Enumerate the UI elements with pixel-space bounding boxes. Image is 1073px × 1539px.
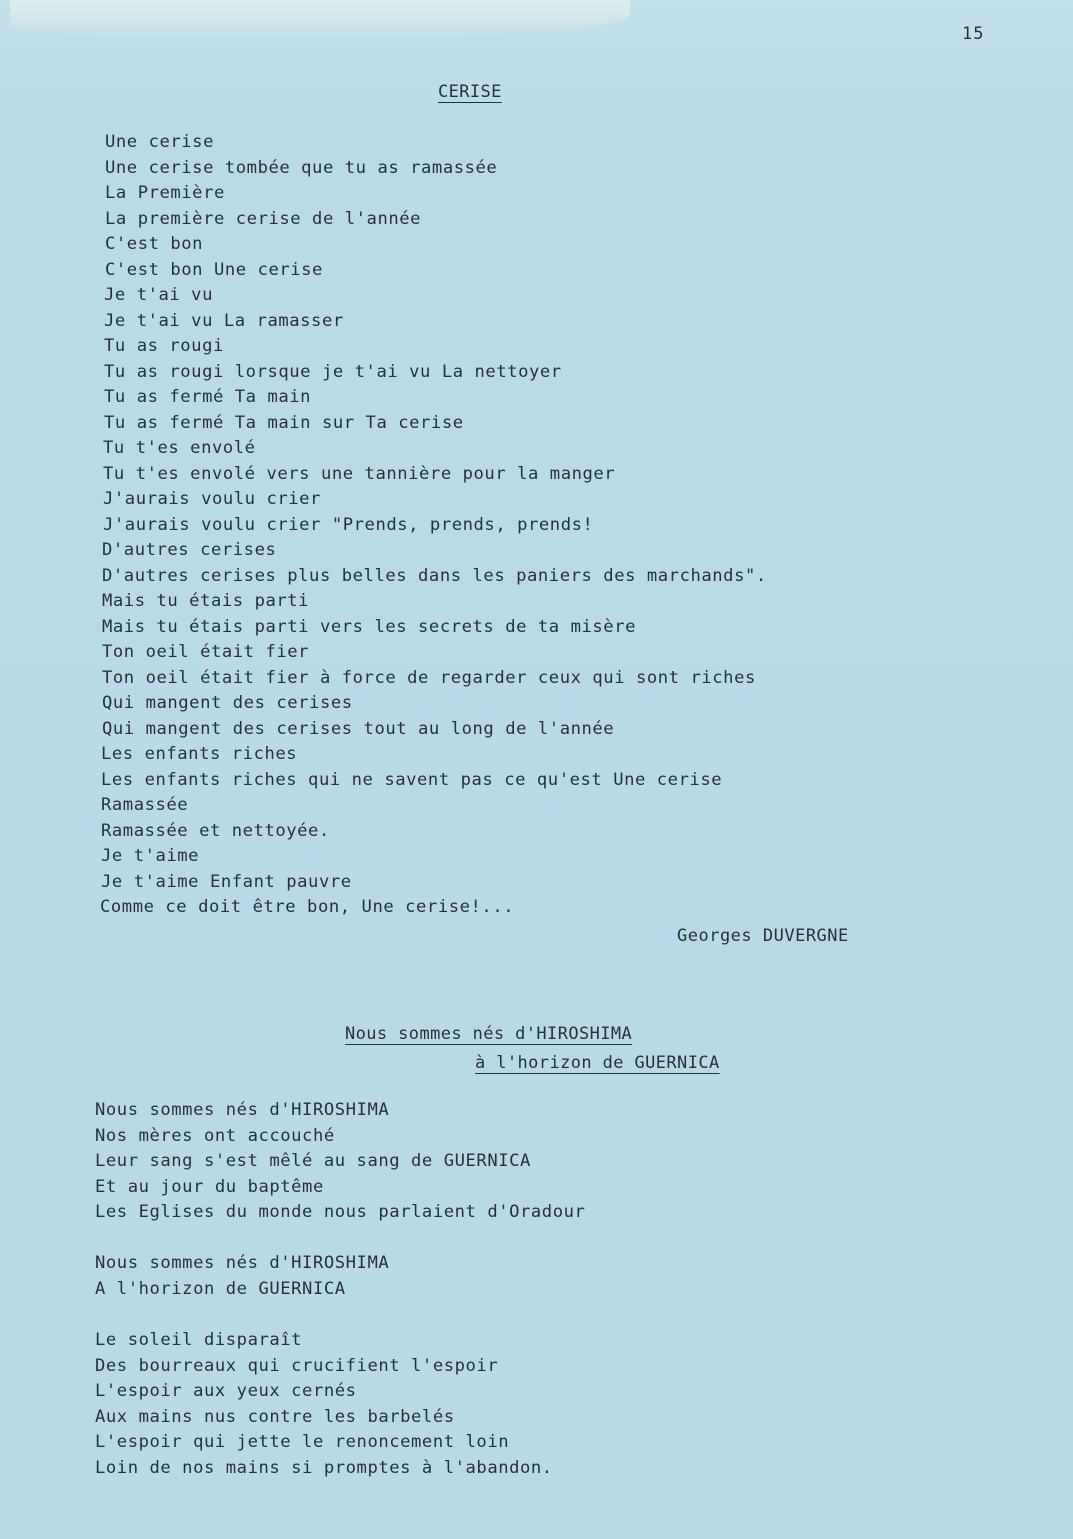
page-number: 15: [962, 24, 985, 44]
poem-line: Ramassée et nettoyée.: [101, 820, 330, 841]
stanza-3: [95, 1328, 553, 1481]
poem-line: Une cerise: [105, 132, 214, 152]
stanza-2: [95, 1251, 389, 1302]
poem-line: Je t'aime Enfant pauvre: [101, 871, 352, 892]
poem-line: Une cerise tombée que tu as ramassée: [105, 157, 498, 178]
poem-line: Loin de nos mains si promptes à l'abandon.: [95, 1457, 553, 1478]
poem-cerise-lines: [100, 130, 767, 921]
poem-line: Nos mères ont accouché: [95, 1125, 335, 1146]
poem-line: Mais tu étais parti vers les secrets de ta misère: [102, 616, 636, 637]
poem-line: J'aurais voulu crier: [103, 489, 321, 509]
poem-line: Tu as fermé Ta main: [104, 387, 312, 407]
poem-line: Aux mains nus contre les barbelés: [95, 1406, 455, 1427]
poem-line: Tu as rougi lorsque je t'ai vu La nettoyer: [104, 361, 562, 382]
poem-line: Ton oeil était fier à force de regarder ceux qui sont riches: [102, 667, 756, 688]
poem-line: Comme ce doit être bon, Une cerise!...: [100, 897, 515, 917]
poem-line: L'espoir qui jette le renoncement loin: [95, 1432, 510, 1452]
poem-line: C'est bon: [105, 234, 204, 254]
poem-line: Je t'ai vu: [104, 285, 213, 305]
poem-line: L'espoir aux yeux cernés: [95, 1381, 357, 1401]
poem-line: Tu t'es envolé vers une tannière pour la manger: [103, 463, 616, 484]
poem-line: Tu as fermé Ta main sur Ta cerise: [104, 412, 464, 433]
author-signature: Georges DUVERGNE: [677, 926, 849, 946]
paper-stain: [10, 0, 630, 40]
poem-line: Tu as rougi: [104, 336, 224, 356]
poem-line: Le soleil disparaît: [95, 1330, 303, 1350]
poem-line: La première cerise de l'année: [105, 208, 422, 229]
poem-line: Je t'ai vu La ramasser: [104, 310, 344, 331]
poem-line: D'autres cerises plus belles dans les paniers des marchands".: [102, 565, 767, 586]
poem-line: La Première: [105, 183, 225, 203]
poem-line: Ramassée: [101, 795, 189, 815]
poem-line: Qui mangent des cerises: [102, 693, 353, 713]
poem-line: Ton oeil était fier: [102, 642, 310, 662]
poem-line: C'est bon Une cerise: [105, 259, 323, 280]
poem-line: J'aurais voulu crier "Prends, prends, prends!: [103, 514, 594, 535]
poem-line: Mais tu étais parti: [102, 591, 310, 611]
poem-line: Tu t'es envolé: [103, 438, 256, 458]
stanza-1: [95, 1098, 585, 1226]
poem-line: D'autres cerises: [102, 540, 277, 560]
poem-line: Nous sommes nés d'HIROSHIMA: [95, 1253, 390, 1273]
poem-line: Les enfants riches: [101, 744, 298, 764]
poem-line: Je t'aime: [101, 846, 200, 866]
poem-line: Et au jour du baptême: [95, 1176, 324, 1197]
poem-line: Des bourreaux qui crucifient l'espoir: [95, 1355, 499, 1376]
poem-line: Qui mangent des cerises tout au long de l'année: [102, 718, 615, 739]
poem-line: Les Eglises du monde nous parlaient d'Oradour: [95, 1202, 586, 1222]
poem-line: Les enfants riches qui ne savent pas ce qu'est Une cerise: [101, 769, 723, 790]
poem-title-cerise: CERISE: [438, 82, 502, 102]
poem-line: Nous sommes nés d'HIROSHIMA: [95, 1100, 390, 1120]
poem-line: Leur sang s'est mêlé au sang de GUERNICA: [95, 1151, 531, 1171]
poem-title-line-1: Nous sommes nés d'HIROSHIMA: [345, 1024, 633, 1044]
poem-title-line-2: à l'horizon de GUERNICA: [475, 1053, 720, 1073]
poem-line: A l'horizon de GUERNICA: [95, 1278, 346, 1299]
